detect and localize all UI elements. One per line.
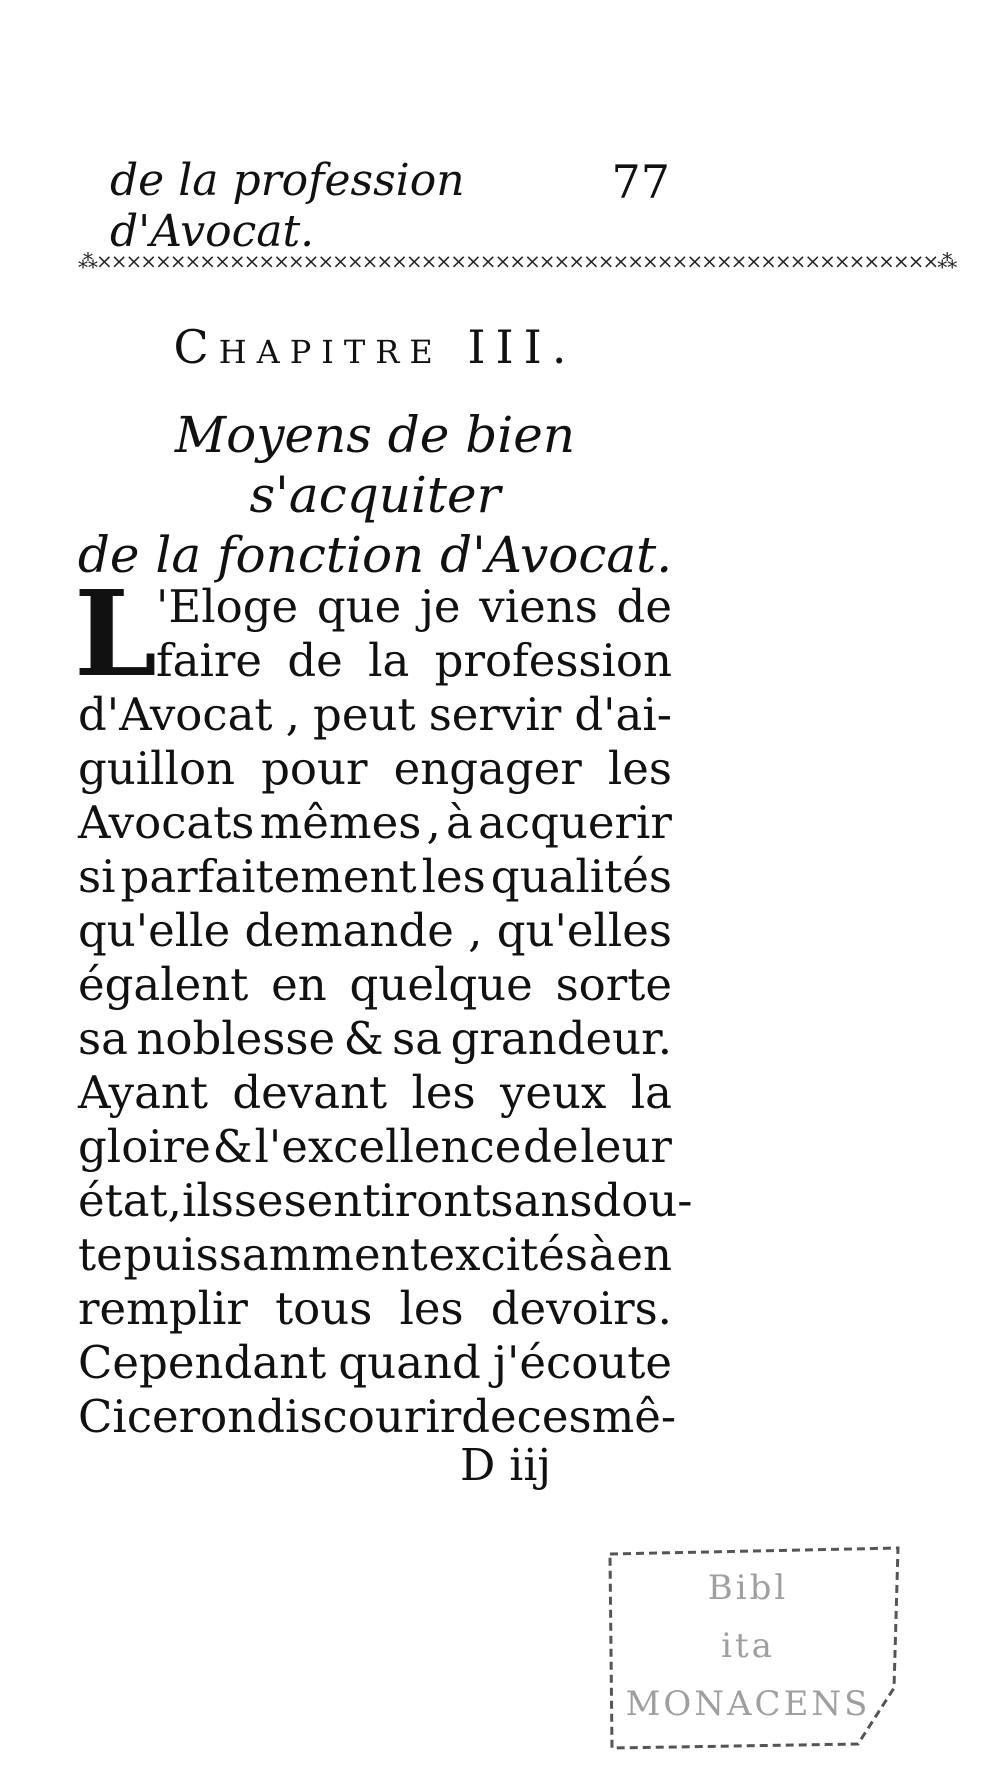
word: la [368, 634, 410, 687]
word: leur [580, 1120, 672, 1173]
stamp-line: ita [721, 1626, 775, 1666]
word: profession [434, 634, 672, 687]
ornamental-rule: ⁂×××××××××××××××××××××××××××××××××××××××××××××××××××××××××⁂ [78, 249, 956, 273]
word: sa [392, 1012, 443, 1065]
word: , [285, 688, 300, 741]
word: qualités [490, 850, 672, 903]
word: quand [338, 1336, 481, 1389]
stamp-line: MONACENS [625, 1684, 871, 1724]
word: 'Eloge [156, 580, 299, 633]
word: ils [181, 1174, 234, 1227]
word: j'écoute [493, 1336, 672, 1389]
word: discourir [256, 1390, 462, 1443]
word: je [419, 580, 461, 633]
word: de [616, 580, 672, 633]
text-line [78, 904, 672, 958]
word: puissamment [123, 1228, 428, 1281]
text-line [78, 850, 672, 904]
word: Avocats [78, 796, 255, 849]
word: Ayant [78, 1066, 208, 1119]
word: les [421, 850, 486, 903]
word: en [616, 1228, 672, 1281]
text-line [78, 1228, 672, 1282]
word: les [607, 742, 672, 795]
word: mê- [591, 1390, 677, 1443]
word: faire [156, 634, 263, 687]
text-line [78, 1174, 693, 1228]
word: & [343, 1012, 384, 1065]
word: à [446, 796, 473, 849]
word: devoirs. [490, 1282, 672, 1335]
running-head [110, 155, 670, 257]
running-title: de la profession d'Avocat. [110, 155, 465, 257]
chapter-heading: Chapitre III. [173, 320, 577, 374]
word: gloire [78, 1120, 211, 1173]
word: tous [275, 1282, 373, 1335]
word: que [316, 580, 402, 633]
word: servir [428, 688, 562, 741]
word: l'excellence [254, 1120, 522, 1173]
word: sentiront [283, 1174, 491, 1227]
signature-mark: D iij [460, 1440, 552, 1491]
word: la [630, 1066, 672, 1119]
word: de [523, 1120, 579, 1173]
word: les [399, 1282, 464, 1335]
word: de [287, 634, 343, 687]
word: , [468, 904, 483, 957]
word: état, [78, 1174, 182, 1227]
word: parfaitement [120, 850, 417, 903]
word: , [426, 796, 441, 849]
chapter-subtitle-line: Moyens de bien s'acquiter [174, 406, 576, 524]
body-text [74, 564, 693, 1444]
word: yeux [499, 1066, 607, 1119]
word: demande [244, 904, 454, 957]
text-line [78, 796, 672, 850]
word: les [411, 1066, 476, 1119]
word: devant [232, 1066, 388, 1119]
text-line [78, 958, 672, 1012]
word: à [588, 1228, 616, 1281]
word: qu'elles [496, 904, 672, 957]
word: de [461, 1390, 517, 1443]
text-line [78, 1390, 677, 1444]
word: pour [261, 742, 368, 795]
word: viens [479, 580, 598, 633]
word: engager [393, 742, 582, 795]
chapter-subtitle-line: de la fonction d'Avocat. [77, 526, 673, 584]
library-stamp [598, 1538, 918, 1754]
word: quelque [349, 958, 533, 1011]
word: guillon [78, 742, 236, 795]
word: si [78, 850, 116, 903]
text-line [78, 1120, 672, 1174]
text-line [78, 1012, 672, 1066]
text-line [78, 742, 672, 796]
word: en [271, 958, 327, 1011]
word: ces [516, 1390, 592, 1443]
word: acquerir [478, 796, 672, 849]
drop-cap: L [74, 564, 157, 703]
word: dou- [592, 1174, 693, 1227]
text-line [78, 688, 672, 742]
text-line [78, 580, 672, 634]
word: noblesse [136, 1012, 336, 1065]
word: excités [428, 1228, 588, 1281]
word: & [212, 1120, 253, 1173]
word: te [78, 1228, 123, 1281]
word: se [233, 1174, 284, 1227]
page-number: 77 [611, 155, 670, 209]
word: Ciceron [78, 1390, 257, 1443]
text-line [78, 634, 672, 688]
word: d'Avocat [78, 688, 273, 741]
stamp-line: Bibl [707, 1568, 789, 1608]
word: égalent [78, 958, 249, 1011]
word: peut [313, 688, 416, 741]
word: d'ai- [574, 688, 672, 741]
text-line [78, 1336, 672, 1390]
word: sorte [555, 958, 672, 1011]
word: mêmes [259, 796, 422, 849]
word: sa [78, 1012, 128, 1065]
word: qu'elle [78, 904, 231, 957]
word: grandeur. [450, 1012, 672, 1065]
text-line [78, 1282, 672, 1336]
word: sans [490, 1174, 593, 1227]
chapter-subtitle [75, 405, 675, 585]
word: remplir [78, 1282, 248, 1335]
text-line [78, 1066, 672, 1120]
word: Cependant [78, 1336, 327, 1389]
